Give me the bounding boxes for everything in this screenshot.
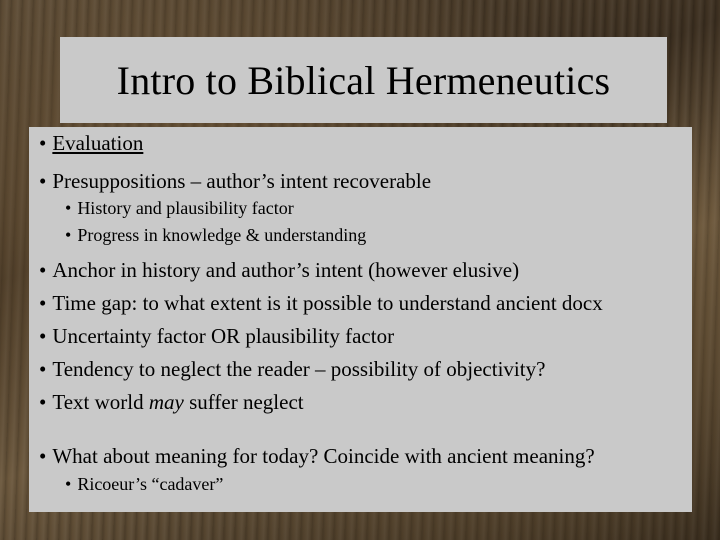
subbullet-progress: [65, 225, 366, 246]
bullet-meaning-today: [39, 444, 595, 469]
bullet-marker: •: [39, 258, 47, 282]
bullet-marker: •: [39, 357, 47, 381]
bullet-marker: •: [39, 291, 47, 315]
bullet-anchor: [39, 258, 519, 283]
bullet-uncertainty: [39, 324, 394, 349]
bullet-text: Text world: [52, 390, 149, 414]
bullet-text: Evaluation: [52, 131, 144, 155]
bullet-marker: •: [65, 474, 72, 494]
bullet-text-emphasis: may: [148, 390, 184, 414]
bullet-text: Presuppositions – author’s intent recoverable: [52, 169, 432, 193]
bullet-marker: •: [39, 324, 47, 348]
slide-title: Intro to Biblical Hermeneutics: [116, 57, 611, 103]
subbullet-ricoeur: [65, 474, 223, 495]
bullet-presuppositions: [39, 169, 431, 194]
bullet-marker: •: [39, 444, 47, 468]
content-box: [29, 127, 692, 512]
bullet-text: Time gap: to what extent is it possible to understand ancient docx: [52, 291, 603, 315]
bullet-time-gap: [39, 291, 603, 316]
bullet-text-world: [39, 390, 304, 415]
bullet-marker: •: [39, 131, 47, 155]
bullet-marker: •: [65, 225, 72, 245]
bullet-text: Anchor in history and author’s intent (however elusive): [52, 258, 520, 282]
bullet-text: What about meaning for today? Coincide with ancient meaning?: [52, 444, 595, 468]
bullet-text: Ricoeur’s “cadaver”: [77, 474, 224, 494]
subbullet-history: [65, 198, 294, 219]
bullet-marker: •: [39, 390, 47, 414]
bullet-text: History and plausibility factor: [77, 198, 294, 218]
bullet-marker: •: [65, 198, 72, 218]
bullet-tendency: [39, 357, 545, 382]
bullet-text: Progress in knowledge & understanding: [77, 225, 367, 245]
bullet-text: Tendency to neglect the reader – possibility of objectivity?: [52, 357, 546, 381]
title-box: [60, 37, 667, 123]
bullet-text: suffer neglect: [183, 390, 304, 414]
bullet-marker: •: [39, 169, 47, 193]
bullet-evaluation: [39, 131, 143, 156]
bullet-text: Uncertainty factor OR plausibility factor: [52, 324, 395, 348]
